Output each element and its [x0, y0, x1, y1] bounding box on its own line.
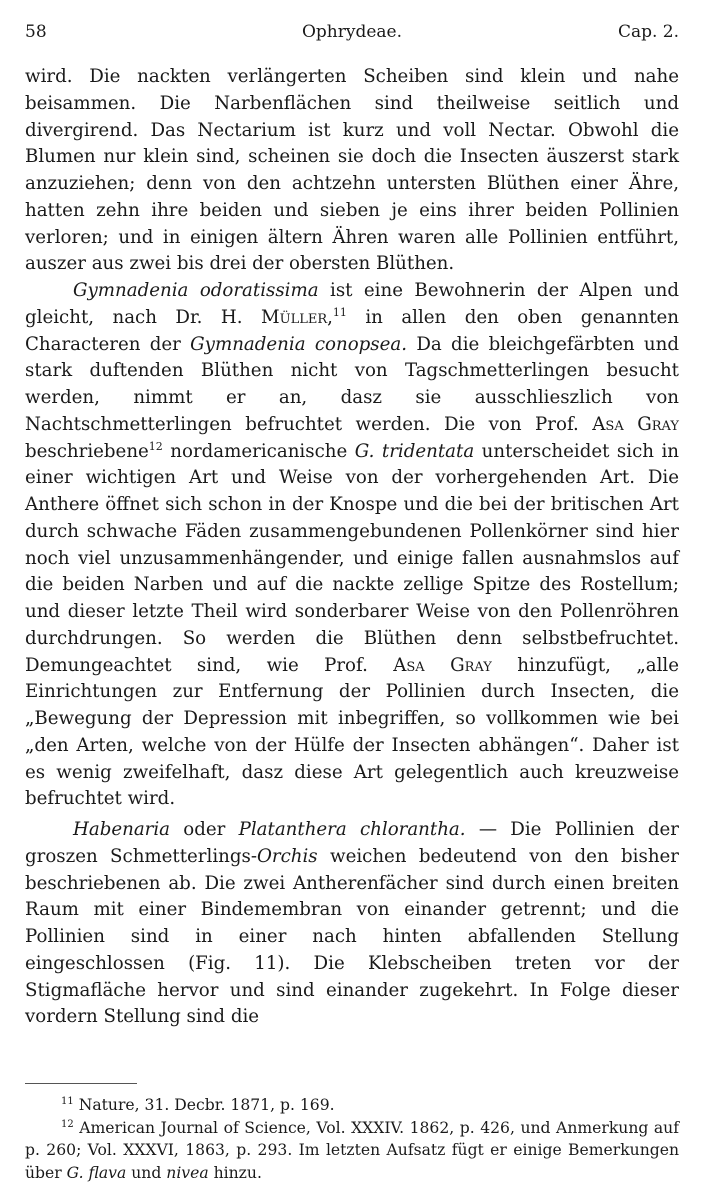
- text-run: nordamericanische: [162, 440, 355, 462]
- author-name: Asa Gray: [592, 413, 679, 435]
- footnote-text: Nature, 31. Decbr. 1871, p. 169.: [73, 1096, 335, 1114]
- paragraph-gymnadenia: [25, 278, 679, 813]
- paragraph-continued: [25, 64, 679, 278]
- taxon-name: Platanthera chlorantha.: [238, 819, 466, 840]
- footnote-11: [25, 1094, 679, 1117]
- main-text: [25, 64, 679, 1031]
- taxon-name: Gymnadenia odoratissima: [73, 280, 319, 301]
- running-title: Ophrydeae.: [301, 22, 403, 42]
- footnote-marker: 12: [61, 1118, 74, 1130]
- text-run: — Die Pollinien der groszen Schmetterlings-: [25, 819, 679, 867]
- footnote-text: hinzu.: [208, 1163, 262, 1182]
- footnote-marker: 11: [61, 1096, 74, 1107]
- text-run: oder: [170, 819, 239, 840]
- taxon-name: Gymnadenia conopsea.: [190, 333, 408, 355]
- text-run: ist eine Bewohnerin der Alpen und gleicht, nach Dr. H.: [25, 280, 679, 328]
- text-run: weichen bedeutend von den bisher beschriebenen ab. Die zwei Antherenfächer sind durch einen breiten Raum mit einer Bindemembran von einander getrennt; und die Pollinien sind in einer nach hinten abfallenden Stellung eingeschlossen (Fig. 11). Die Klebscheiben treten vor der Stigmafläche hervor und sind einander zugekehrt. In Folge dieser vordern Stellung sind die: [25, 845, 679, 1028]
- taxon-name: Habenaria: [73, 819, 171, 840]
- text-run: Da die bleichgefärbten und stark duftenden Blüthen nicht von Tagschmetterlingen besucht werden, nimmt er an, dasz sie ausschlieszlich von Nachtschmetterlingen befruchtet werden. Die von Prof.: [25, 333, 679, 435]
- chapter-label: Cap. 2.: [617, 22, 679, 42]
- footnote-12: [25, 1117, 679, 1185]
- text-run: beschriebene: [25, 440, 149, 462]
- text-run: wird. Die nackten verlängerten Scheiben sind klein und nahe beisammen. Die Narbenflächen sind theilweise seitlich und divergirend. Das Nectarium ist kurz und voll Nectar. Obwohl die Blumen nur klein sind, scheinen sie doch die Insecten äuszerst stark anzuziehen; denn von den achtzehn untersten Blüthen einer Ähre, hatten zehn ihre beiden und sieben je eins ihrer beiden Pollinien verloren; und in einigen ältern Ähren waren alle Pollinien entführt, auszer aus zwei bis drei der obersten Blüthen.: [25, 66, 679, 275]
- paragraph-habenaria: [25, 817, 679, 1031]
- footnote-text: American Journal of Science, Vol. XXXIV. 1862, p. 426, und Anmerkung auf p. 260; Vol. XXXVI, 1863, p. 293. Im letzten Aufsatz fügt er einige Bemerkungen über: [25, 1118, 679, 1182]
- footnote-ref: 11: [332, 305, 347, 319]
- footnote-ref: 12: [148, 439, 163, 453]
- text-run: unterscheidet sich in einer wichtigen Art und Weise von der vorhergehenden Art. Die Anthere öffnet sich schon in der Knospe und die bei der britischen Art durch schwache Fäden zusammengebundenen Pollenkörner sind hier noch viel unzusammenhängender, und einige fallen ausnahmslos auf die beiden Narben und auf die nackte zellige Spitze des Rostellum; und dieser letzte Theil wird sonderbarer Weise von den Pollenröhren durchdrungen. So werden die Blüthen denn selbstbefruchtet. Demungeachtet sind, wie Prof.: [25, 440, 680, 676]
- taxon-name: G. tridentata: [354, 440, 475, 462]
- footnote-divider: [25, 1083, 137, 1084]
- taxon-name: Orchis: [256, 845, 318, 867]
- author-name: Asa Gray: [393, 654, 492, 676]
- page-header: [25, 22, 679, 48]
- author-name: Müller,: [260, 306, 333, 328]
- page-number: 58: [25, 22, 47, 42]
- footnote-text: und: [126, 1163, 167, 1182]
- footnotes: [25, 1094, 679, 1184]
- text-run: in allen den oben genannten Characteren der: [25, 306, 679, 355]
- taxon-name: G. flava: [66, 1163, 127, 1182]
- text-run: hinzufügt, „alle Einrichtungen zur Entfernung der Pollinien durch Insecten, die „Bewegung der Depression mit inbegriffen, so vollkommen wie bei „den Arten, welche von der Hülfe der Insecten abhängen“. Daher ist es wenig zweifelhaft, dasz diese Art gelegentlich auch kreuzweise befruchtet wird.: [25, 654, 679, 810]
- taxon-name: nivea: [166, 1163, 209, 1182]
